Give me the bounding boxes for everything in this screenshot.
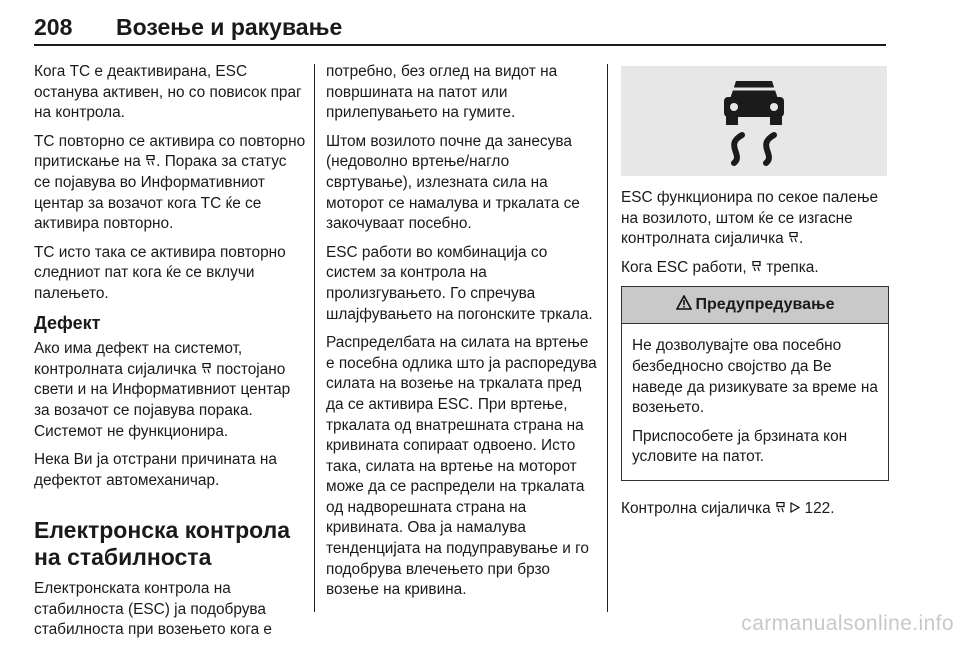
warning-title: Предупредување — [695, 296, 835, 314]
warning-triangle-icon — [676, 295, 692, 317]
skidding-car-icon — [145, 152, 156, 173]
warning-header — [622, 287, 888, 324]
column-2 — [326, 62, 598, 609]
paragraph: Нека Ви ја отстрани причината на дефектот автомеханичар. — [34, 451, 277, 489]
paragraph: Не дозволувајте ова посебно безбедносно својство да Ве наведе да ризикувате за време на возењето. — [632, 337, 878, 417]
watermark: carmanualsonline.info — [741, 612, 954, 635]
skidding-car-icon — [775, 499, 786, 520]
paragraph: TC исто така се активира повторно следниот пат кога ќе се вклучи палењето. — [34, 243, 286, 302]
section-heading: Електронска контрола на стабилноста — [34, 517, 291, 571]
column-3 — [621, 66, 889, 528]
section-heading: Дефект — [34, 312, 101, 333]
column-divider — [607, 64, 608, 612]
page-number: 208 — [34, 14, 73, 40]
paragraph: Контролна сијаличка 122. — [621, 499, 889, 520]
column-divider — [314, 64, 315, 612]
chapter-title: Возење и ракување — [116, 14, 343, 40]
paragraph: ESC функционира по секое палење на возилото, штом ќе се изгасне контролната сијаличка . — [621, 188, 889, 250]
column-1 — [34, 62, 306, 649]
warning-body — [622, 324, 888, 480]
paragraph: Приспособете ја брзината кон условите на патот. — [632, 427, 848, 466]
paragraph: Распределбата на силата на вртење е посебна одлика што ја распоредува силата на возење на тркалата пред да се активира ESC. При вртење, тркалата од внатрешната страна на кривината сопираат одвоено. Исто така, силата на вртење на моторот може да се распредели на тркалата од надворешната страна на кривината. Ова ја намалува тенденцијата на подуправување и го подобрува влечењето при брзо возење на кривина. — [326, 334, 597, 599]
paragraph: Кога TC е деактивирана, ESC останува активен, но со повисок праг на контрола. — [34, 63, 302, 122]
warning-box — [621, 286, 889, 481]
triangle-arrow-icon[interactable] — [790, 499, 800, 520]
paragraph: TC повторно се активира со повторно притискање на . Порака за статус се појавува во Информативниот центар за возачот кога TC ќе се активира повторно. — [34, 132, 306, 233]
header-rule — [34, 44, 886, 46]
page-reference-link[interactable]: 122. — [804, 499, 835, 517]
paragraph: Ако има дефект на системот, контролната сијаличка постојано свети и на Информативниот центар за возачот се појавува порака. Системот не функционира. — [34, 340, 291, 440]
paragraph: Електронската контрола на стабилноста (ESC) ја подобрува стабилноста при возењето кога е — [34, 580, 272, 639]
paragraph: Кога ESC работи, трепка. — [621, 258, 889, 279]
paragraph: ESC работи во комбинација со систем за контрола на пролизгувањето. Го спречува шлајфувањето на погонските тркала. — [326, 243, 593, 323]
skidding-car-icon — [714, 75, 794, 167]
page-header — [34, 8, 886, 44]
skidding-car-icon — [788, 229, 799, 250]
esc-symbol-illustration — [621, 66, 887, 176]
skidding-car-icon — [201, 360, 212, 381]
skidding-car-icon — [751, 258, 762, 279]
paragraph: потребно, без оглед на видот на површината на патот или прилепувањето на гумите. — [326, 63, 558, 122]
paragraph: Штом возилото почне да занесува (недоволно вртење/нагло свртување), излезната сила на моторот се намалува и тркалата се закочуваат посебно. — [326, 132, 580, 233]
